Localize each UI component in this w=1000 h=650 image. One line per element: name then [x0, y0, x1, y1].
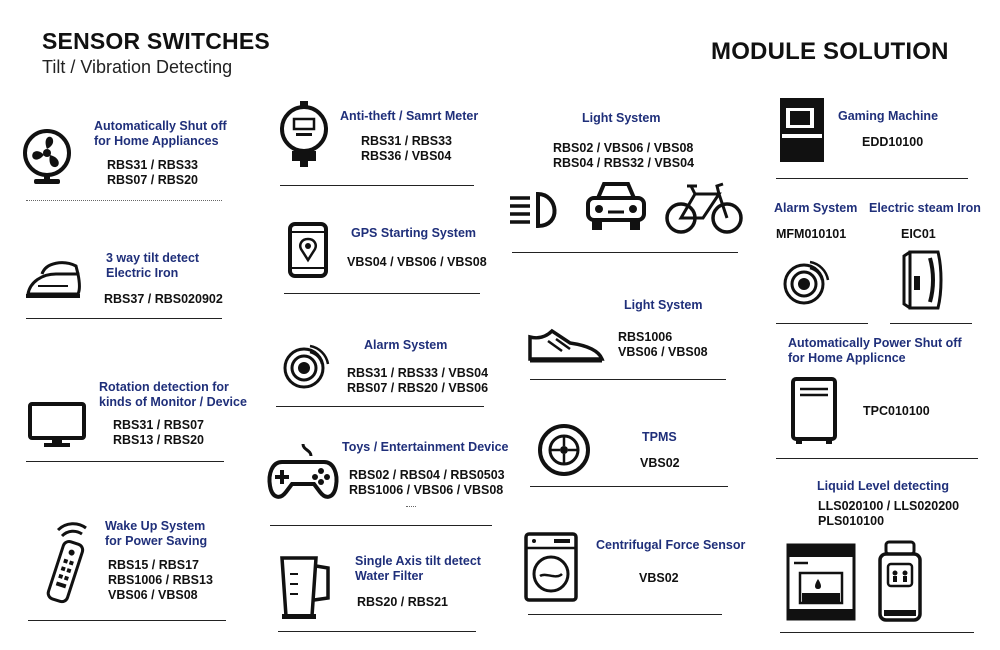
tire-icon — [538, 424, 590, 476]
tpms-codes: VBS02 — [640, 456, 680, 470]
washing-machine-icon — [524, 532, 578, 602]
divider — [528, 614, 722, 615]
toys-codes: RBS02 / RBS04 / RBS0503 RBS1006 / VBS06 / VBS08 — [349, 468, 505, 497]
water-filter-label: Single Axis tilt detect Water Filter — [355, 554, 481, 583]
divider — [278, 631, 476, 632]
headlight-icon — [508, 190, 564, 230]
toys-label: Toys / Entertainment Device — [342, 440, 509, 454]
divider — [26, 461, 224, 462]
liquid-label: Liquid Level detecting — [817, 479, 949, 493]
power-shutoff-label: Automatically Power Shut off for Home Applicnce — [788, 336, 962, 365]
water-dispenser-icon — [876, 540, 924, 622]
iron-tilt-label: 3 way tilt detect Electric Iron — [106, 251, 200, 280]
divider — [776, 178, 968, 179]
tpms-label: TPMS — [642, 430, 677, 444]
alarm-mid-codes: RBS31 / RBS33 / VBS04 RBS07 / RBS20 / VBS06 — [347, 366, 489, 395]
gps-label: GPS Starting System — [351, 226, 477, 240]
gaming-label: Gaming Machine — [838, 109, 939, 123]
liquid-codes: LLS020100 / LLS020200 PLS010100 — [818, 499, 960, 528]
divider — [280, 185, 474, 186]
divider — [28, 620, 226, 621]
divider — [26, 318, 222, 319]
divider — [780, 632, 974, 633]
alarm-sensor-icon — [780, 256, 832, 308]
centrifugal-codes: VBS02 — [639, 571, 679, 585]
steam-iron-codes: EIC01 — [901, 227, 936, 241]
divider — [26, 200, 222, 201]
divider — [890, 323, 972, 324]
monitor-icon — [28, 402, 86, 448]
divider — [776, 323, 868, 324]
smart-meter-icon — [280, 101, 332, 167]
alarm-right-codes: MFM010101 — [776, 227, 847, 241]
coffee-machine-icon — [786, 543, 856, 621]
alarm-right-label: Alarm System — [774, 201, 858, 215]
water-jug-icon — [276, 554, 334, 620]
appliance-box-icon — [790, 377, 838, 445]
sneaker-icon — [526, 325, 606, 365]
bicycle-icon — [665, 180, 743, 236]
centrifugal-label: Centrifugal Force Sensor — [596, 538, 746, 552]
page-subtitle: Tilt / Vibration Detecting — [42, 57, 233, 77]
module-solution-title: MODULE SOLUTION — [711, 38, 949, 65]
alarm-sensor-icon — [280, 340, 332, 392]
divider — [270, 525, 492, 526]
home-appliances-label: Automatically Shut off for Home Appliances — [94, 119, 227, 148]
divider — [776, 458, 978, 459]
power-shutoff-codes: TPC010100 — [863, 404, 930, 418]
light-shoe-label: Light System — [624, 298, 703, 312]
alarm-mid-label: Alarm System — [364, 338, 448, 352]
light-car-label: Light System — [582, 111, 661, 125]
monitor-label: Rotation detection for kinds of Monitor / Device — [99, 380, 247, 409]
arcade-cabinet-icon — [778, 96, 826, 162]
wakeup-label: Wake Up System for Power Saving — [105, 519, 208, 548]
smart-meter-label: Anti-theft / Samrt Meter — [340, 109, 479, 123]
smart-meter-codes: RBS31 / RBS33 RBS36 / VBS04 — [361, 134, 453, 163]
gamepad-icon — [266, 440, 340, 504]
divider — [530, 486, 728, 487]
water-filter-codes: RBS20 / RBS21 — [357, 595, 449, 609]
monitor-codes: RBS31 / RBS07 RBS13 / RBS20 — [113, 418, 205, 447]
divider — [530, 379, 726, 380]
iron-icon — [24, 256, 84, 300]
car-icon — [584, 180, 648, 234]
divider — [512, 252, 738, 253]
light-car-codes: RBS02 / VBS06 / VBS08 RBS04 / RBS32 / VBS04 — [553, 141, 695, 170]
light-shoe-codes: RBS1006 VBS06 / VBS08 — [618, 330, 708, 359]
home-appliances-codes: RBS31 / RBS33 RBS07 / RBS20 — [107, 158, 199, 187]
divider — [284, 293, 480, 294]
page-title: SENSOR SWITCHES — [42, 28, 270, 54]
fan-icon — [22, 128, 72, 186]
divider — [406, 506, 416, 507]
steam-iron-icon — [900, 248, 946, 312]
wakeup-codes: RBS15 / RBS17 RBS1006 / RBS13 VBS06 / VBS08 — [108, 558, 213, 602]
divider — [276, 406, 484, 407]
gps-phone-icon — [288, 222, 328, 278]
iron-tilt-codes: RBS37 / RBS020902 — [104, 292, 223, 306]
steam-iron-label: Electric steam Iron — [869, 201, 981, 215]
gaming-codes: EDD10100 — [862, 135, 924, 149]
remote-control-icon — [44, 520, 90, 606]
gps-codes: VBS04 / VBS06 / VBS08 — [347, 255, 487, 269]
